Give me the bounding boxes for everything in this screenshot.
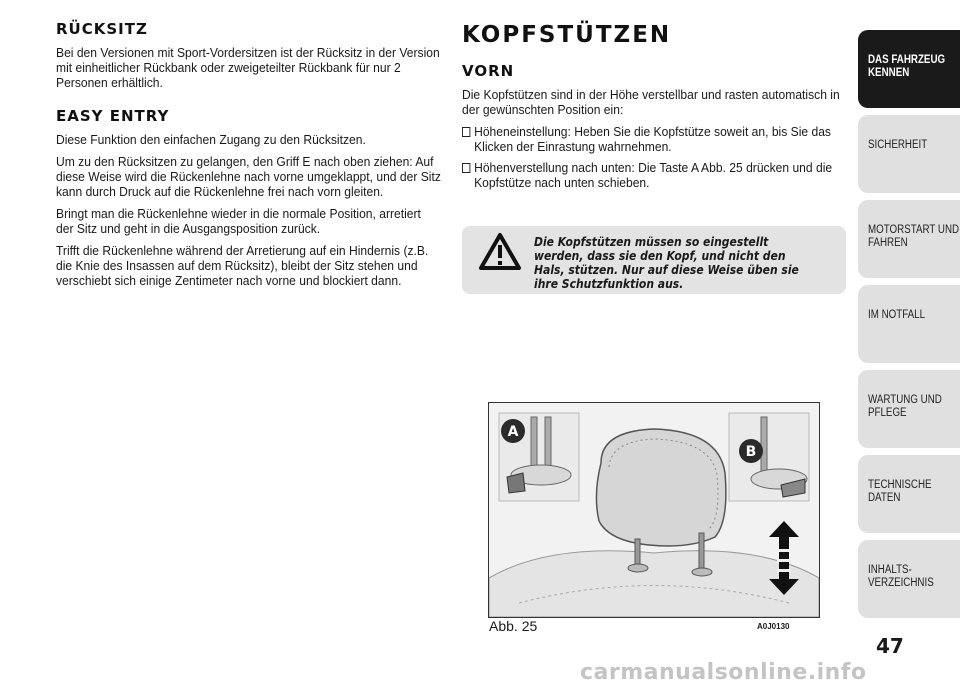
page-number: 47 (876, 634, 904, 658)
tab-label: INHALTS- VERZEICHNIS (868, 564, 934, 589)
label-a: A (507, 424, 519, 440)
section-title-ruecksitz: RÜCKSITZ (56, 20, 148, 38)
tab-label: DAS FAHRZEUG KENNEN (868, 54, 946, 79)
label-b: B (745, 444, 757, 460)
list-item (462, 160, 860, 190)
chapter-tabs (858, 30, 960, 625)
tab-label: IM NOTFALL (868, 309, 926, 321)
left-column (56, 20, 440, 295)
paragraph: Um zu den Rücksitzen zu gelangen, den Griff E nach oben ziehen: Auf diese Weise wird die Rückenlehne nach vorne umgeklappt, und der Sitz kann durch Druck auf die Rückenlehne frei nach vorn gleiten. (56, 154, 441, 199)
paragraph: Diese Funktion den einfachen Zugang zu den Rücksitzen. (56, 132, 366, 147)
tab-wartung-und-pflege[interactable] (858, 370, 960, 448)
warning-box (462, 226, 846, 294)
tab-technische-daten[interactable] (858, 455, 960, 533)
list-item-text: Höhenverstellung nach unten: Die Taste A Abb. 25 drücken und die Kopfstütze nach unten schieben. (474, 160, 833, 190)
paragraph: Bei den Versionen mit Sport-Vordersitzen ist der Rücksitz in der Version mit einheitlicher Rückbank oder zweigeteilter Rückbank für nur 2 Personen erhältlich. (56, 45, 440, 90)
headrest-figure (488, 402, 820, 618)
warning-triangle-icon (478, 232, 522, 272)
figure-code: A0J0130 (757, 622, 790, 631)
page-title: KOPFSTÜTZEN (462, 22, 672, 48)
figure-caption: Abb. 25 (489, 618, 538, 634)
paragraph: Bringt man die Rückenlehne wieder in die normale Position, arretiert der Sitz und geht in die Ausgangsposition zurück. (56, 206, 421, 236)
tab-das-fahrzeug-kennen[interactable] (858, 30, 960, 108)
right-column (462, 20, 846, 196)
headrest-illustration (489, 403, 819, 617)
tab-label: SICHERHEIT (868, 139, 928, 151)
tab-motorstart-und-fahren[interactable] (858, 200, 960, 278)
tab-inhaltsverzeichnis[interactable] (858, 540, 960, 618)
footer-watermark: carmanualsonline.info (580, 660, 867, 685)
bullet-list (462, 124, 846, 190)
warning-text: Die Kopfstützen müssen so eingestellt werden, dass sie den Kopf, und nicht den Hals, stützen. Nur auf diese Weise üben sie ihre Schutzfunktion aus. (534, 235, 799, 291)
checkbox-bullet-icon (462, 127, 470, 137)
section-title-vorn: VORN (462, 62, 515, 80)
list-item-text: Höheneinstellung: Heben Sie die Kopfstütze soweit an, bis Sie das Klicken der Einrastung wahrnehmen. (474, 124, 831, 154)
paragraph: Trifft die Rückenlehne während der Arretierung auf ein Hindernis (z.B. die Knie des Insassen auf dem Rücksitz), bleibt der Sitz stehen und verschiebt sich einige Zentimeter nach vorne und blockiert dann. (56, 243, 429, 288)
list-item (462, 124, 860, 154)
tab-im-notfall[interactable] (858, 285, 960, 363)
checkbox-bullet-icon (462, 163, 470, 173)
tab-label: MOTORSTART UND FAHREN (868, 224, 960, 249)
tab-sicherheit[interactable] (858, 115, 960, 193)
tab-label: WARTUNG UND PFLEGE (868, 394, 942, 419)
paragraph: Die Kopfstützen sind in der Höhe verstellbar und rasten automatisch in der gewünschten Position ein: (462, 87, 840, 117)
tab-label: TECHNISCHE DATEN (868, 479, 932, 504)
section-title-easy-entry: EASY ENTRY (56, 107, 170, 125)
